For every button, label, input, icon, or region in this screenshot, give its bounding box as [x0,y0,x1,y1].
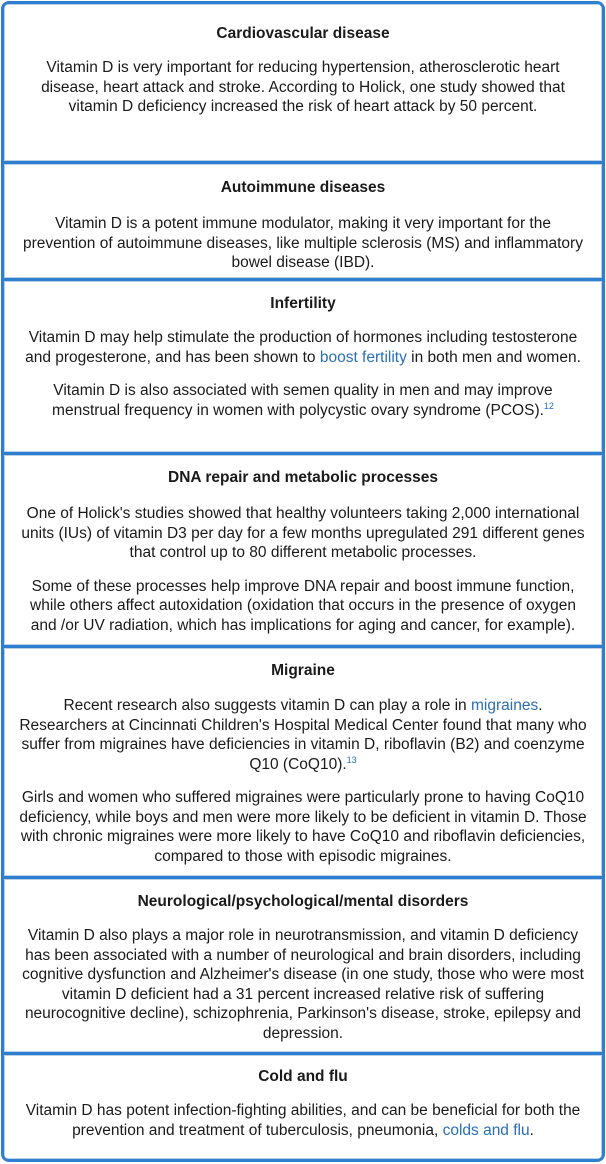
paragraph-text: Vitamin D has potent infection-fighting abilities, and can be beneficial for both the prevention and treatment of tuberculosis, pneumonia, [25,1102,581,1139]
paragraph-text: in both men and women. [406,348,581,366]
benefits-table [1,1,605,1162]
section-paragraph: Vitamin D is a potent immune modulator, making it very important for the prevention of autoimmune diseases, like multiple sclerosis (MS) and inflammatory bowel disease (IBD). [23,215,583,271]
section-title: Cold and flu [258,1068,348,1085]
section-infertility [4,281,602,452]
section-paragraph [19,381,587,420]
section-paragraph: Vitamin D is very important for reducing hypertension, atherosclerotic heart disease, heart attack and stroke. According to Holick, one study showed that vitamin D deficiency increased the risk of heart attack by 50 percent. [41,59,565,115]
section-title: Autoimmune diseases [220,179,386,196]
paragraph-text: . Researchers at Cincinnati Children's Hospital Medical Center found that many who suffer from migraines have deficiencies in vitamin D, riboflavin (B2) and coenzyme Q10 (CoQ10). [19,697,587,773]
section-cold-and-flu [4,1055,602,1159]
boost-fertility-link[interactable]: boost fertility [319,348,407,366]
section-paragraph [19,1101,587,1140]
section-paragraph: Girls and women who suffered migraines were particularly prone to having CoQ10 deficiency, while boys and men were more likely to be deficient in vitamin D. Those with chronic migraines were more likely to have CoQ10 and riboflavin deficiencies, compared to those with episodic migraines. [19,789,587,865]
section-cardiovascular-disease [4,4,602,161]
paragraph-text: Vitamin D may help stimulate the production of hormones including testosterone and progesterone, and has been shown to [25,329,578,366]
migraines-link[interactable]: migraines [471,697,539,714]
section-title: Migraine [271,662,335,679]
section-paragraph [19,328,587,367]
section-paragraph: Vitamin D also plays a major role in neurotransmission, and vitamin D deficiency has been associated with a number of neurological and brain disorders, including cognitive dysfunction and Alzheimer's disease (in one study, those who were most vitamin D deficient had a 31 percent increased relative risk of suffering neurocognitive decline), schizophrenia, Parkinson's disease, stroke, epilepsy and depression. [22,927,584,1042]
section-paragraph: One of Holick's studies showed that healthy volunteers taking 2,000 international units (IUs) of vitamin D3 per day for a few months upregulated 291 different genes that control up to 80 different metabolic processes. [21,505,585,561]
section-migraine [4,648,602,876]
section-autoimmune-diseases [4,164,602,278]
section-paragraph [19,696,587,774]
footnote-ref[interactable]: 12 [543,400,554,411]
paragraph-text: . [529,1121,534,1139]
footnote-ref[interactable]: 13 [346,754,357,765]
section-title: Cardiovascular disease [216,25,390,42]
section-title: DNA repair and metabolic processes [168,469,438,486]
section-neurological-disorders [4,879,602,1052]
paragraph-text: Vitamin D is also associated with semen quality in men and may improve menstrual frequency in women with polycystic ovary syndrome (PCOS). [52,382,553,419]
section-title: Neurological/psychological/mental disorders [137,893,469,910]
section-dna-repair [4,455,602,645]
paragraph-text: Recent research also suggests vitamin D can play a role in [63,697,471,714]
section-title: Infertility [270,295,336,312]
section-paragraph: Some of these processes help improve DNA repair and boost immune function, while others affect autoxidation (oxidation that occurs in the presence of oxygen and /or UV radiation, which has implications for aging and cancer, for example). [30,577,576,634]
colds-and-flu-link[interactable]: colds and flu [442,1121,530,1139]
